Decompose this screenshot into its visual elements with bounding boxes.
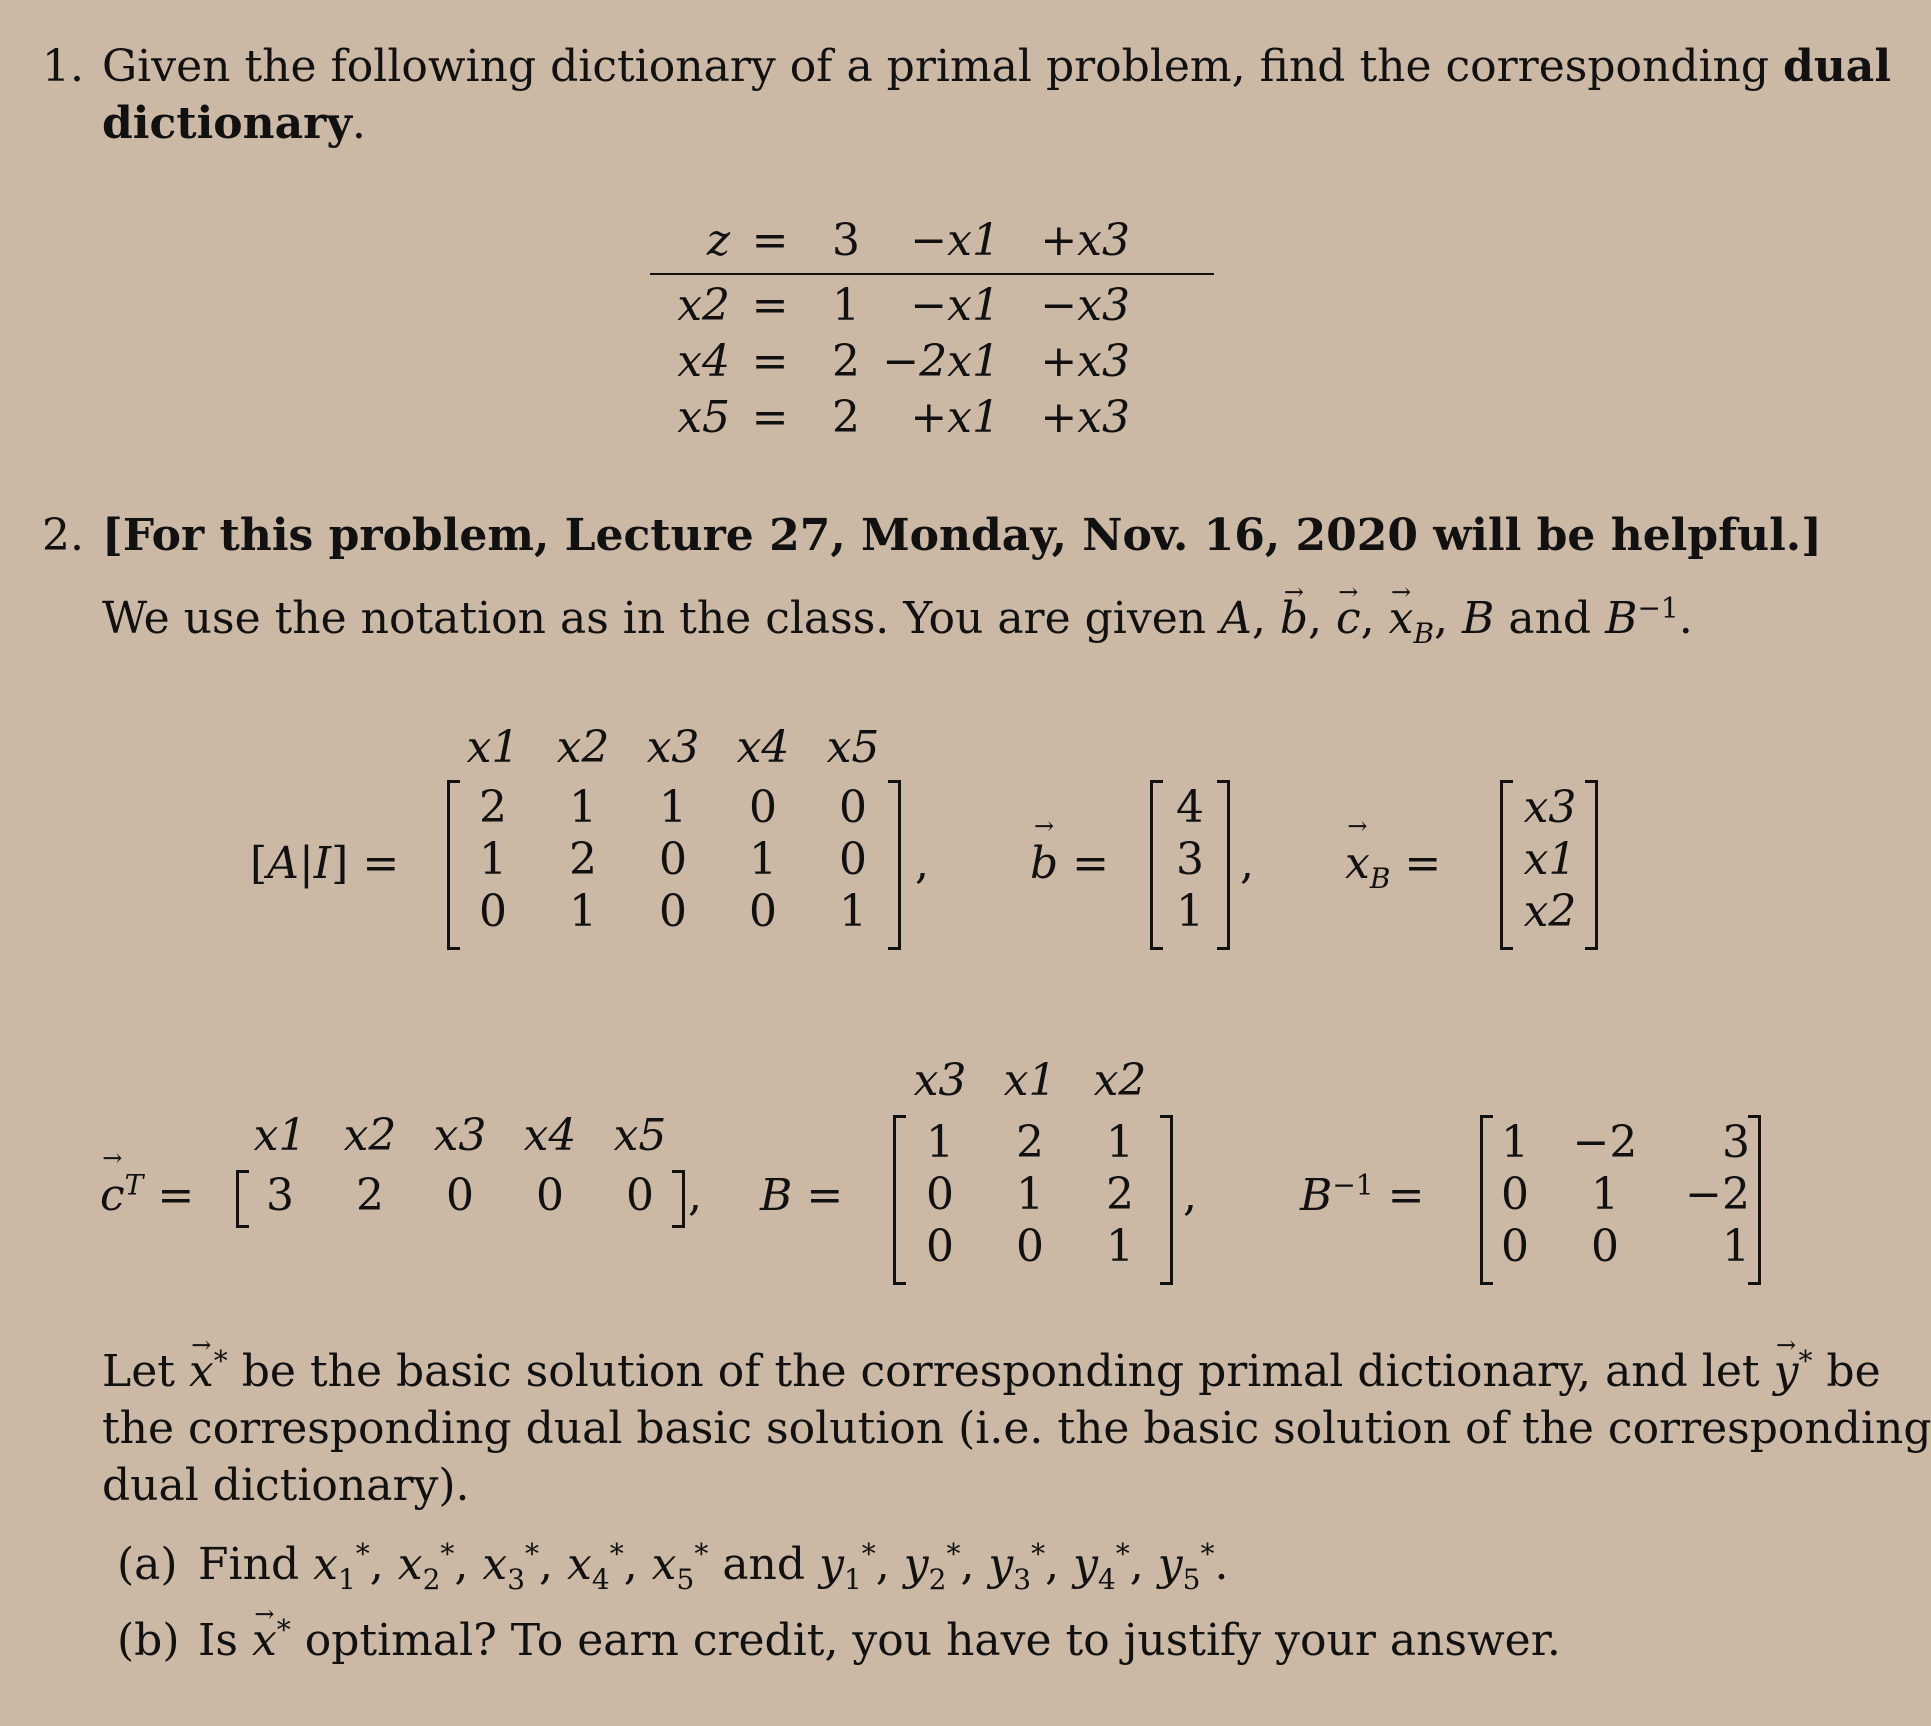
cT-lhs: → $c^T$ = [100, 1170, 194, 1221]
matrix-cell: 1 [749, 834, 777, 885]
matrix-cell: 2 [569, 834, 597, 885]
matrix-cell: 1 [1106, 1117, 1134, 1168]
matrix-cell: 1 [1591, 1169, 1619, 1220]
col-label: x1 [1003, 1055, 1057, 1106]
intro-end: . [1678, 593, 1693, 644]
sym-c-vec: → c [1336, 590, 1361, 647]
let-text: be [1812, 1346, 1881, 1397]
problem-1-bold-dictionary: dictionary [102, 98, 352, 149]
col-label: x5 [613, 1110, 667, 1161]
let-line-2: the corresponding dual basic solution (i.e. the basic solution of the corresponding [102, 1403, 1931, 1454]
part-b-rest: optimal? To earn credit, you have to justify your answer. [290, 1615, 1561, 1666]
dict-term-x3: +x3 [1040, 215, 1130, 266]
problem-2-intro: We use the notation as in the class. You are given A, → b, → c, → $x_B$, B and $B^{-1}$. [102, 590, 1693, 647]
cT-right-bracket [672, 1170, 685, 1228]
vector-cell: 1 [1176, 886, 1204, 937]
B-right-bracket [1160, 1115, 1173, 1285]
vector-cell: x3 [1523, 782, 1577, 833]
part-a-text: Find $x_1^*$, $x_2^*$, $x_3^*$, $x_4^*$, $x_5^*$ and $y_1^*$, $y_2^*$, $y_3^*$, $y_4^*$, $y_5^*$. [198, 1537, 1229, 1596]
let-line-3: dual dictionary). [102, 1460, 470, 1511]
part-a-and: and [722, 1539, 806, 1590]
part-b-label: (b) [117, 1615, 180, 1666]
matrix-cell: 1 [479, 834, 507, 885]
dictionary-rule [650, 273, 1214, 275]
B-lhs: B = [760, 1170, 844, 1221]
vector-cell: 0 [446, 1170, 474, 1221]
matrix-cell: 0 [926, 1221, 954, 1272]
vector-cell: 0 [536, 1170, 564, 1221]
matrix-cell: −2 [1572, 1117, 1638, 1168]
part-a-label: (a) [117, 1539, 178, 1590]
matrix-cell: 1 [1106, 1221, 1134, 1272]
let-text: Let [102, 1346, 189, 1397]
matrix-cell: 2 [1106, 1169, 1134, 1220]
Binv-matrix [1490, 1117, 1750, 1287]
dict-term-x1: +x1 [910, 392, 1000, 443]
part-b-is: Is [198, 1615, 252, 1666]
part-a-find: Find [198, 1539, 300, 1590]
vector-cell: 4 [1176, 782, 1204, 833]
part-b-text: Is → x* optimal? To earn credit, you have to justify your answer. [198, 1612, 1561, 1669]
dict-basic-var: x5 [677, 392, 730, 443]
comma: , [915, 838, 929, 889]
vector-cell: 0 [626, 1170, 654, 1221]
matrix-cell: 0 [1016, 1221, 1044, 1272]
B-matrix [905, 1117, 1155, 1287]
problem-1-period: . [351, 98, 366, 149]
matrix-cell: 0 [839, 782, 867, 833]
vector-cell: 2 [356, 1170, 384, 1221]
matrix-cell: 2 [479, 782, 507, 833]
sym-b-vec: → b [1280, 590, 1308, 647]
dict-term-x3: +x3 [1040, 336, 1130, 387]
dictionary-row [640, 392, 1220, 448]
dict-eq: = [751, 215, 789, 266]
dict-eq: = [751, 280, 789, 331]
col-label: x2 [343, 1110, 397, 1161]
matrix-cell: 1 [1501, 1117, 1529, 1168]
vector-cell: x1 [1523, 834, 1577, 885]
dict-basic-var: x2 [677, 280, 730, 331]
matrix-cell: 0 [1501, 1169, 1529, 1220]
dictionary-row [640, 280, 1220, 336]
matrix-cell: 0 [926, 1169, 954, 1220]
matrix-cell: 1 [569, 886, 597, 937]
matrix-cell: 1 [659, 782, 687, 833]
col-label: x4 [523, 1110, 577, 1161]
problem-2-number: 2. [42, 510, 84, 561]
sym-xB-vec: → x [1389, 590, 1414, 647]
primal-dictionary [640, 215, 1220, 445]
dict-z: z [706, 215, 730, 266]
sym-x-star: → x [252, 1612, 277, 1669]
dict-basic-var: x4 [677, 336, 730, 387]
AI-lhs: [A|I] = [250, 838, 400, 889]
intro-and: and [1494, 593, 1606, 644]
dict-const: 2 [832, 392, 860, 443]
col-label: x1 [466, 722, 520, 773]
matrix-cell: 1 [569, 782, 597, 833]
sym-B: B [1462, 593, 1495, 644]
matrix-cell: 1 [839, 886, 867, 937]
problem-1-line-1 [102, 38, 1891, 95]
matrix-cell: 1 [1016, 1169, 1044, 1220]
xB-lhs: → $x_B$ = [1345, 838, 1441, 889]
col-label: x4 [736, 722, 790, 773]
Binv-lhs: $B^{-1}$ = [1300, 1168, 1425, 1221]
let-text: be the basic solution of the corresponding primal dictionary, and let [227, 1346, 1774, 1397]
col-label: x2 [1093, 1055, 1147, 1106]
problem-2-bold-heading: [For this problem, Lecture 27, Monday, Nov. 16, 2020 will be helpful.] [102, 510, 1822, 561]
matrix-cell: 0 [1501, 1221, 1529, 1272]
dict-const: 1 [832, 280, 860, 331]
sym-Binv: B [1605, 593, 1638, 644]
dict-const: 2 [832, 336, 860, 387]
problem-2-heading [102, 507, 1822, 564]
sym-y-star: → y [1774, 1343, 1799, 1400]
dictionary-z-row [640, 215, 1220, 271]
comma: , [1183, 1170, 1197, 1221]
b-lhs: → b = [1030, 838, 1109, 889]
matrix-cell: 2 [1016, 1117, 1044, 1168]
dictionary-row [640, 336, 1220, 392]
comma: , [1240, 838, 1254, 889]
dict-term-x1: −2x1 [882, 336, 1000, 387]
matrix-cell: 1 [1722, 1221, 1750, 1272]
vector-cell: x2 [1523, 886, 1577, 937]
matrix-cell: −2 [1685, 1169, 1750, 1220]
col-label: x1 [253, 1110, 307, 1161]
vector-cell: 3 [1176, 834, 1204, 885]
dict-term-x3: +x3 [1040, 392, 1130, 443]
col-label: x3 [913, 1055, 967, 1106]
problem-1-text: Given the following dictionary of a primal problem, find the corresponding [102, 41, 1784, 92]
intro-text: We use the notation as in the class. You are given [102, 593, 1221, 644]
matrix-cell: 3 [1722, 1117, 1750, 1168]
matrix-cell: 0 [749, 886, 777, 937]
matrix-cell: 0 [479, 886, 507, 937]
matrix-cell: 0 [659, 886, 687, 937]
matrix-cell: 0 [1591, 1221, 1619, 1272]
problem-1-line-2 [102, 95, 366, 152]
dict-term-x1: −x1 [910, 280, 1000, 331]
matrix-cell: 0 [659, 834, 687, 885]
col-label: x3 [646, 722, 700, 773]
vector-cell: 3 [266, 1170, 294, 1221]
sym-x-star: → x [189, 1343, 214, 1400]
matrix-cell: 0 [749, 782, 777, 833]
dict-eq: = [751, 392, 789, 443]
matrix-cell: 1 [926, 1117, 954, 1168]
col-label: x3 [433, 1110, 487, 1161]
sym-A: A [1220, 593, 1252, 644]
let-line-1: Let → x* be the basic solution of the corresponding primal dictionary, and let → y* be [102, 1343, 1881, 1400]
AI-matrix [458, 782, 918, 952]
problem-1-bold-dual: dual [1783, 41, 1892, 92]
dict-term-x1: −x1 [910, 215, 1000, 266]
dict-const: 3 [832, 215, 860, 266]
col-label: x5 [826, 722, 880, 773]
col-label: x2 [556, 722, 610, 773]
comma: , [688, 1170, 702, 1221]
dict-term-x3: −x3 [1040, 280, 1130, 331]
dict-eq: = [751, 336, 789, 387]
problem-1-number: 1. [42, 41, 84, 92]
matrix-cell: 0 [839, 834, 867, 885]
